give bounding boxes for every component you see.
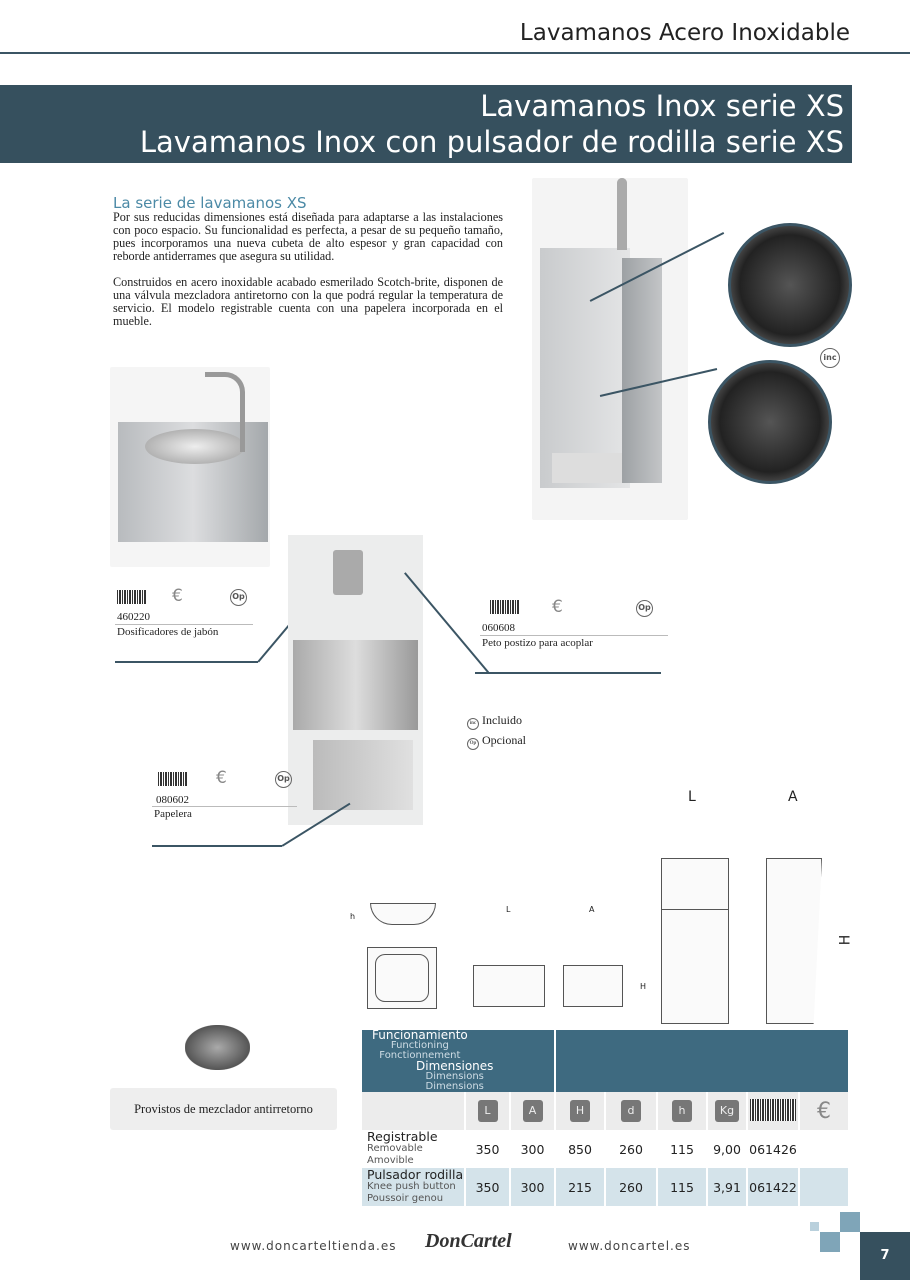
page-number: 7 xyxy=(860,1232,910,1280)
dim-label-h: h xyxy=(350,912,356,921)
tall-sink-front-drawing xyxy=(661,858,729,1024)
cell-price xyxy=(799,1168,849,1206)
euro-icon: € xyxy=(817,1098,831,1124)
header-divider xyxy=(0,52,910,54)
dim-label-L: L xyxy=(688,789,696,805)
height-icon: H xyxy=(570,1100,590,1122)
header-functioning: Funcionamiento Functioning Fonctionnement xyxy=(372,1028,468,1061)
table-row xyxy=(362,1130,849,1168)
cell-price xyxy=(799,1130,849,1168)
detail-circle-paper xyxy=(728,223,852,347)
cell-L: 350 xyxy=(465,1168,510,1206)
dim-label-L: L xyxy=(506,905,511,914)
accessory-code: 460220 xyxy=(117,611,150,623)
cell-d: 260 xyxy=(605,1168,657,1206)
accessory-name: Papelera xyxy=(154,808,192,820)
cell-weight: 9,00 xyxy=(707,1130,747,1168)
website-link[interactable]: www.doncartel.es xyxy=(568,1239,691,1253)
dim-label-A: A xyxy=(589,905,595,914)
mixer-note: Provistos de mezclador antirretorno xyxy=(110,1088,337,1130)
cell-A: 300 xyxy=(510,1168,555,1206)
mixer-valve-photo xyxy=(185,1025,250,1070)
depth-icon: h xyxy=(672,1100,692,1122)
barcode-icon xyxy=(750,1099,796,1121)
header-dimensions: Dimensiones Dimensions Dimensions xyxy=(416,1059,494,1092)
icon-row xyxy=(362,1092,849,1130)
table-header-row xyxy=(362,1030,849,1092)
table-row xyxy=(362,1168,849,1206)
cell-code: 061422 xyxy=(747,1168,799,1206)
bowl-side-drawing xyxy=(370,903,436,925)
accessory-name: Peto postizo para acoplar xyxy=(482,637,593,649)
accessory-code: 080602 xyxy=(156,794,189,806)
detail-circle-bin xyxy=(708,360,832,484)
cell-A: 300 xyxy=(510,1130,555,1168)
legend xyxy=(467,713,526,750)
tall-sink-side-drawing xyxy=(766,858,822,1024)
weight-icon: Kg xyxy=(715,1100,739,1122)
optional-badge-icon: Op xyxy=(230,589,247,606)
dim-label-A: A xyxy=(788,789,798,805)
barcode-icon xyxy=(117,590,147,604)
cell-H: 215 xyxy=(555,1168,605,1206)
barcode-icon xyxy=(490,600,520,614)
dim-label-H: H xyxy=(640,982,647,991)
shop-link[interactable]: www.doncarteltienda.es xyxy=(230,1239,397,1253)
title-banner xyxy=(0,85,852,163)
xs-sink-photo xyxy=(110,367,270,567)
doncartel-logo: DonCartel xyxy=(425,1230,512,1252)
euro-icon: € xyxy=(172,586,183,606)
diameter-icon: d xyxy=(621,1100,641,1122)
small-sink-front-drawing xyxy=(473,965,545,1007)
cell-weight: 3,91 xyxy=(707,1168,747,1206)
cell-H: 850 xyxy=(555,1130,605,1168)
dim-label-H: H xyxy=(837,934,854,946)
intro-paragraph-1: Por sus reducidas dimensiones está diseñada para adaptarse a las instalaciones con poco espacio. Su funcionalidad es perfecta, a pesar de su pequeño tamaño, pues incorporamos una nueva cubeta de alto espesor y gran capacidad con reborde antiderrames que asegura su utilidad. xyxy=(113,210,503,263)
cell-code: 061426 xyxy=(747,1130,799,1168)
accessories-photo xyxy=(288,535,423,825)
cell-d: 260 xyxy=(605,1130,657,1168)
banner-title-1: Lavamanos Inox serie XS xyxy=(480,89,844,123)
optional-badge-icon: Op xyxy=(275,771,292,788)
leader-line xyxy=(115,661,258,663)
cell-h: 115 xyxy=(657,1130,707,1168)
intro-text xyxy=(113,195,503,341)
optional-badge-icon: Op xyxy=(636,600,653,617)
row-name: Pulsador rodilla Knee push button Poussoir genou xyxy=(362,1168,465,1206)
leader-line xyxy=(152,845,282,847)
optional-icon: Op xyxy=(467,738,479,750)
accessory-code: 060608 xyxy=(482,622,515,634)
spec-table xyxy=(362,1030,850,1206)
banner-title-2: Lavamanos Inox con pulsador de rodilla serie XS xyxy=(139,125,844,159)
intro-paragraph-2: Construidos en acero inoxidable acabado esmerilado Scotch-brite, disponen de una válvula mezcladora antiretorno con la que podrá regular la temperatura de servicio. El modelo registrable cuenta con una papelera incorporada en el mueble. xyxy=(113,275,503,328)
barcode-icon xyxy=(158,772,188,786)
legend-optional: Opcional xyxy=(482,733,526,747)
page-header-title: Lavamanos Acero Inoxidable xyxy=(519,20,850,46)
row-name: Registrable Removable Amovible xyxy=(362,1130,465,1168)
leader-line xyxy=(475,672,661,674)
cell-L: 350 xyxy=(465,1130,510,1168)
euro-icon: € xyxy=(216,768,227,788)
bowl-top-drawing xyxy=(367,947,437,1009)
included-icon: inc xyxy=(467,718,479,730)
accessory-name: Dosificadores de jabón xyxy=(117,626,219,638)
legend-included: Incluido xyxy=(482,713,522,727)
registrable-sink-photo xyxy=(532,178,688,520)
small-sink-side-drawing xyxy=(563,965,623,1007)
euro-icon: € xyxy=(552,597,563,617)
intro-heading: La serie de lavamanos XS xyxy=(113,194,307,212)
cell-h: 115 xyxy=(657,1168,707,1206)
length-icon: L xyxy=(478,1100,498,1122)
width-icon: A xyxy=(523,1100,543,1122)
inc-badge-icon: inc xyxy=(820,348,840,368)
